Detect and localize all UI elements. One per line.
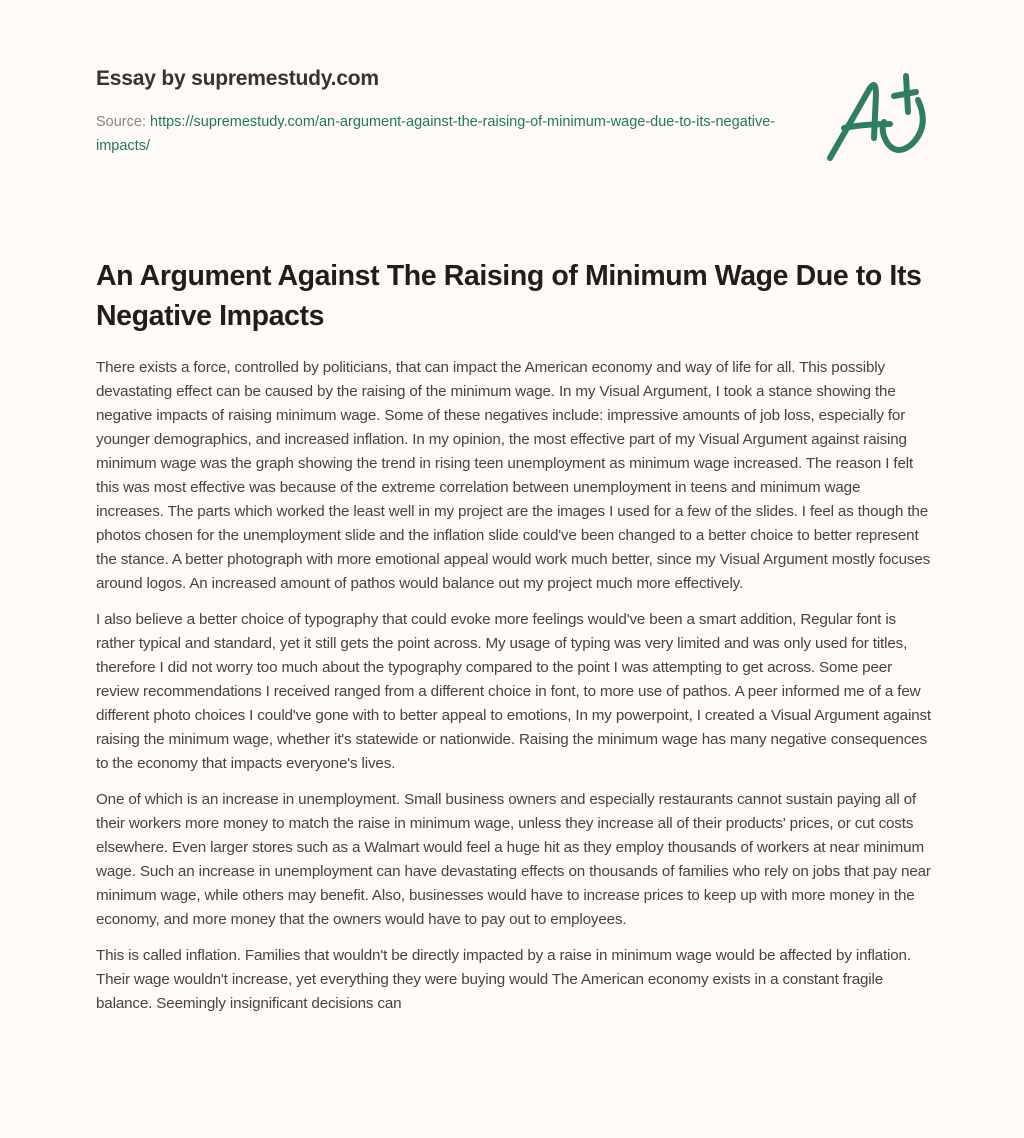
article-title: An Argument Against The Raising of Minimum Wage Due to Its Negative Impacts (96, 260, 922, 332)
source-label: Source: (96, 114, 150, 130)
article-paragraph-1: There exists a force, controlled by politicians, that can impact the American economy and way of life for all. This possibly devastating effect can be caused by the raising of the minimum wage. In my Visual Argument, I took a stance showing the negative impacts of raising minimum wage. Some of these negatives include: impressive amounts of job loss, especially for younger demographics, and increased inflation. In my opinion, the most effective part of my Visual Argument against raising minimum wage was the graph showing the trend in rising teen unemployment as minimum wage increased. The reason I felt this was most effective was because of the extreme correlation between unemployment in teens and minimum wage increases. The parts which worked the least well in my project are the images I used for a few of the slides. I feel as though the photos chosen for the unemployment slide and the inflation slide could've been changed to a better choice to better represent the stance. A better photograph with more emotional appeal would work much better, since my Visual Argument mostly focuses around logos. An increased amount of pathos would balance out my project much more effectively. (96, 359, 931, 592)
page-header (96, 64, 796, 158)
source-link[interactable]: https://supremestudy.com/an-argument-against-the-raising-of-minimum-wage-due-to-its-negative-impacts/ (96, 114, 776, 154)
article-paragraph-2: I also believe a better choice of typography that could evoke more feelings would've been a smart addition, Regular font is rather typical and standard, yet it still gets the point across. My usage of typing was very limited and was only used for titles, therefore I did not worry too much about the typography compared to the point I was attempting to get across. Some peer review recommendations I received ranged from a different choice in font, to more use of pathos. A peer informed me of a few different photo choices I could've gone with to better appeal to emotions, In my powerpoint, I created a Visual Argument against raising the minimum wage, whether it's statewide or nationwide. Raising the minimum wage has many negative consequences to the economy that impacts everyone's lives. (96, 611, 932, 772)
article-paragraph-3: One of which is an increase in unemployment. Small business owners and especially restaurants cannot sustain paying all of their workers more money to match the raise in minimum wage, unless they increase all of their products' prices, or cut costs elsewhere. Even larger stores such as a Walmart would feel a huge hit as they employ thousands of workers at near minimum wage. Such an increase in unemployment can have devastating effects on thousands of families who rely on jobs that pay near minimum wage, while others may benefit. Also, businesses would have to increase prices to keep up with more money in the economy, and more money that the owners would have to pay out to employees. (96, 791, 931, 928)
article (96, 256, 932, 1028)
source-line (96, 110, 776, 158)
site-title: Essay by supremestudy.com (96, 67, 379, 90)
article-paragraph-4: This is called inflation. Families that wouldn't be directly impacted by a raise in minimum wage would be affected by inflation. Their wage wouldn't increase, yet everything they were buying would The American economy exists in a constant fragile balance. Seemingly insignificant decisions can (96, 947, 911, 1012)
a-plus-grade-icon (818, 66, 934, 166)
